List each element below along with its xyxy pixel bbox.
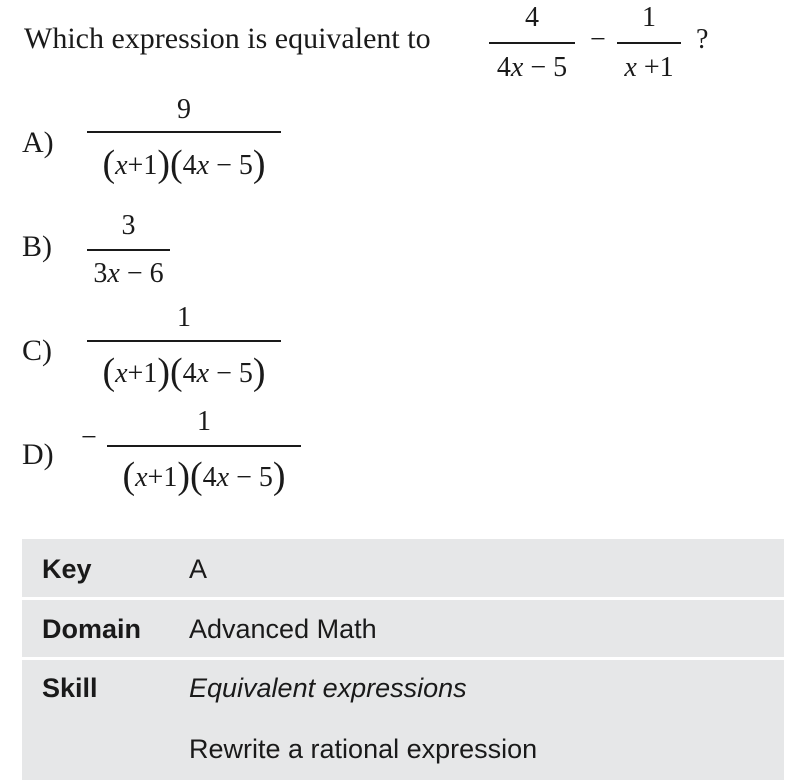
fraction-bar	[87, 249, 170, 251]
meta-key-value: A	[189, 554, 208, 584]
question-fraction-1	[489, 0, 575, 90]
option-d-fraction[interactable]	[107, 402, 301, 502]
numerator: 1	[177, 302, 191, 333]
meta-domain-label: Domain	[42, 614, 142, 644]
meta-knowledge-value: Rewrite a rational expression	[189, 734, 538, 764]
meta-skill-label: Skill	[42, 673, 98, 703]
option-a-label[interactable]: A)	[22, 126, 54, 159]
meta-key-label: Key	[42, 554, 92, 584]
denominator: (x+1)(4x − 5)	[102, 143, 266, 185]
option-a-fraction[interactable]	[87, 90, 281, 190]
numerator: 1	[197, 406, 211, 437]
option-d-label[interactable]: D)	[22, 438, 54, 471]
fraction-bar	[107, 445, 301, 447]
numerator: 3	[121, 210, 136, 241]
option-b-fraction[interactable]	[87, 206, 170, 296]
option-c-label[interactable]: C)	[22, 334, 52, 367]
fraction-bar	[87, 340, 281, 342]
negative-sign: −	[81, 422, 97, 453]
question-fraction-2	[617, 0, 681, 90]
option-c-fraction[interactable]	[87, 298, 281, 398]
denominator: (x+1)(4x − 5)	[102, 351, 266, 393]
fraction-bar	[617, 42, 681, 44]
denominator: 4x − 5	[496, 52, 568, 83]
fraction-bar	[87, 131, 281, 133]
denominator: x +1	[624, 52, 674, 83]
denominator: (x+1)(4x − 5)	[122, 455, 286, 497]
option-b-label[interactable]: B)	[22, 230, 52, 263]
question-prompt: Which expression is equivalent to	[24, 22, 431, 55]
denominator: 3x − 6	[93, 258, 164, 289]
numerator: 9	[177, 94, 191, 125]
meta-row-skill	[22, 660, 784, 780]
numerator: 4	[525, 2, 539, 33]
meta-domain-value: Advanced Math	[189, 614, 377, 644]
meta-row-key	[22, 539, 784, 597]
fraction-bar	[489, 42, 575, 44]
numerator: 1	[642, 2, 656, 33]
meta-skill-value: Equivalent expressions	[189, 673, 467, 703]
meta-row-domain	[22, 600, 784, 657]
question-mark: ?	[696, 24, 709, 55]
minus-operator: −	[590, 24, 606, 55]
